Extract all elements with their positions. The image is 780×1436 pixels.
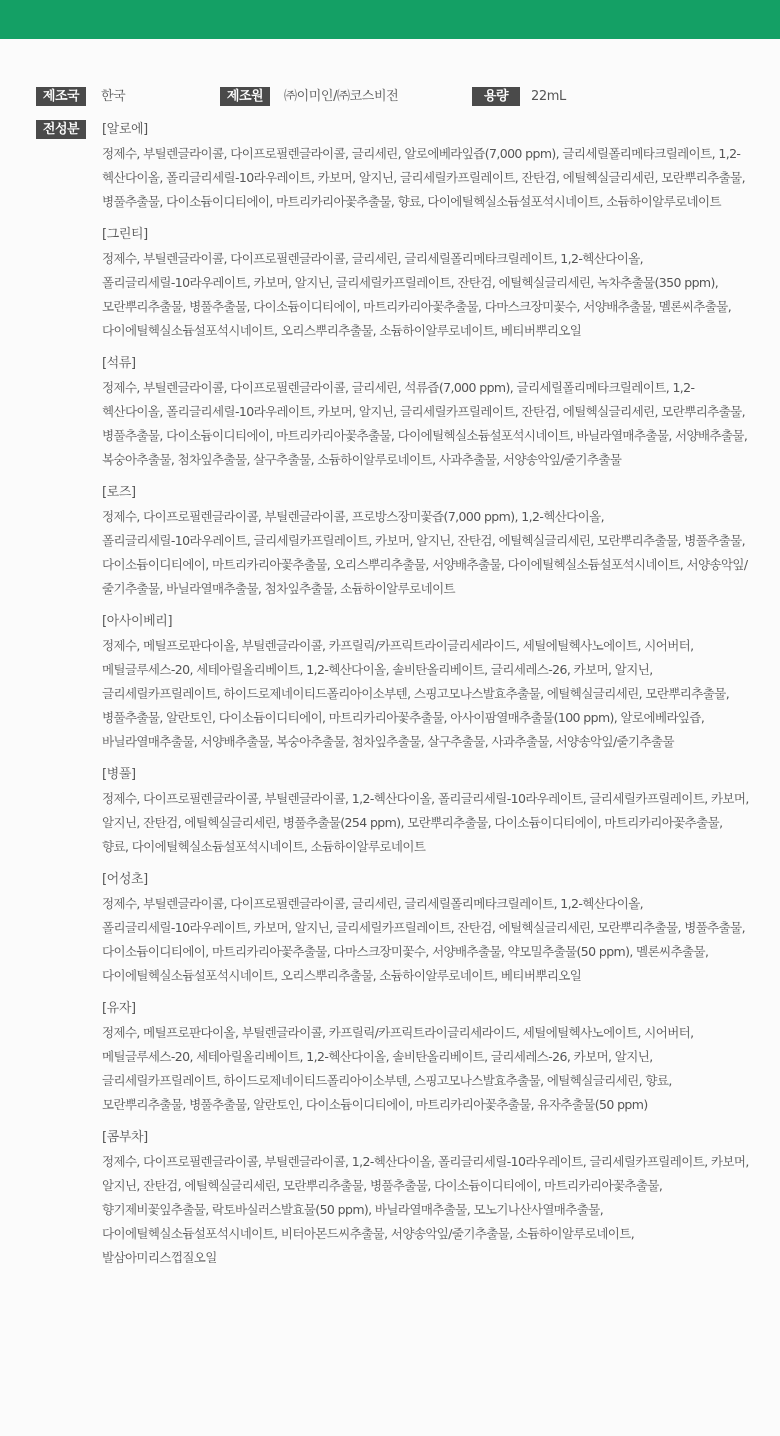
ingredients-label: 전성분 [36,120,86,139]
section-body: 정제수, 부틸렌글라이콜, 다이프로필렌글라이콜, 글리세린, 글리세릴폴리메타크릴레이트, 1,2-헥산다이올, 폴리글리세릴-10라우레이트, 카보머, 알지닌, 글리세릴카프릴레이트, 잔탄검, 에틸헥실글리세린, 모란뿌리추출물, 병풀추출물, 다이소듐이디티에이, 마트리카리아꽃추출물, 다마스크장미꽃수, 서양배추출물, 약모밀추출물(50 ppm), 멜론씨추출물, 다이에틸헥실소듐설포석시네이트, 오리스뿌리추출물, 소듐하이알루로네이트, 베티버뿌리오일 [102,896,745,983]
section-body: 정제수, 다이프로필렌글라이콜, 부틸렌글라이콜, 1,2-헥산다이올, 폴리글리세릴-10라우레이트, 글리세릴카프릴레이트, 카보머, 알지닌, 잔탄검, 에틸헥실글리세린, 모란뿌리추출물, 병풀추출물, 다이소듐이디티에이, 마트리카리아꽃추출물, 향기제비꽃잎추출물, 락토바실러스발효물(50 ppm), 바닐라열매추출물, 모노기나산사열매추출물, 다이에틸헥실소듐설포석시네이트, 비터아몬드씨추출물, 서양송악잎/줄기추출물, 소듐하이알루로네이트, 발삼아미리스껍질오일 [102,1154,749,1265]
section-body: 정제수, 부틸렌글라이콜, 다이프로필렌글라이콜, 글리세린, 알로에베라잎즙(7,000 ppm), 글리세릴폴리메타크릴레이트, 1,2-헥산다이올, 폴리글리세릴-10라우레이트, 카보머, 알지닌, 글리세릴카프릴레이트, 잔탄검, 에틸헥실글리세린, 모란뿌리추출물, 병풀추출물, 다이소듐이디티에이, 마트리카리아꽃추출물, 향료, 다이에틸헥실소듐설포석시네이트, 소듐하이알루로네이트 [102,146,745,209]
section-body: 정제수, 부틸렌글라이콜, 다이프로필렌글라이콜, 글리세린, 글리세릴폴리메타크릴레이트, 1,2-헥산다이올, 폴리글리세릴-10라우레이트, 카보머, 알지닌, 글리세릴카프릴레이트, 잔탄검, 에틸헥실글리세린, 녹차추출물(350 ppm), 모란뿌리추출물, 병풀추출물, 다이소듐이디티에이, 마트리카리아꽃추출물, 다마스크장미꽃수, 서양배추출물, 멜론씨추출물, 다이에틸헥실소듐설포석시네이트, 오리스뿌리추출물, 소듐하이알루로네이트, 베티버뿌리오일 [102,251,732,338]
section-title: [로즈] [102,485,136,500]
product-info-row [0,87,780,107]
section-title: [알로에] [102,122,148,137]
section-body: 정제수, 메틸프로판다이올, 부틸렌글라이콜, 카프릴릭/카프릭트라이글리세라이드, 세틸에틸헥사노에이트, 시어버터, 메틸글루세스-20, 세테아릴올리베이트, 1,2-헥산다이올, 솔비탄올리베이트, 글리세레스-26, 카보머, 알지닌, 글리세릴카프릴레이트, 하이드로제네이티드폴리아이소부텐, 스핑고모나스발효추출물, 에틸헥실글리세린, 모란뿌리추출물, 병풀추출물, 알란토인, 다이소듐이디티에이, 마트리카리아꽃추출물, 아사이팜열매추출물(100 ppm), 알로에베라잎즙, 바닐라열매추출물, 서양배추출물, 복숭아추출물, 첨차잎추출물, 살구추출물, 사과추출물, 서양송악잎/줄기추출물 [102,638,730,749]
country-label: 제조국 [36,87,86,106]
ingredient-section [102,610,752,754]
volume-value: 22mL [531,89,566,104]
section-body: 정제수, 다이프로필렌글라이콜, 부틸렌글라이콜, 프로방스장미꽃즙(7,000 ppm), 1,2-헥산다이올, 폴리글리세릴-10라우레이트, 글리세릴카프릴레이트, 카보머, 알지닌, 잔탄검, 에틸헥실글리세린, 모란뿌리추출물, 병풀추출물, 다이소듐이디티에이, 마트리카리아꽃추출물, 오리스뿌리추출물, 서양배추출물, 다이에틸헥실소듐설포석시네이트, 서양송악잎/줄기추출물, 바닐라열매추출물, 첨차잎추출물, 소듐하이알루로네이트 [102,509,748,596]
ingredient-section [102,481,752,601]
section-title: [어성초] [102,872,148,887]
ingredient-section [102,997,752,1117]
ingredient-section [102,352,752,472]
section-body: 정제수, 메틸프로판다이올, 부틸렌글라이콜, 카프릴릭/카프릭트라이글리세라이드, 세틸에틸헥사노에이트, 시어버터, 메틸글루세스-20, 세테아릴올리베이트, 1,2-헥산다이올, 솔비탄올리베이트, 글리세레스-26, 카보머, 알지닌, 글리세릴카프릴레이트, 하이드로제네이티드폴리아이소부텐, 스핑고모나스발효추출물, 에틸헥실글리세린, 향료, 모란뿌리추출물, 병풀추출물, 알란토인, 다이소듐이디티에이, 마트리카리아꽃추출물, 유자추출물(50 ppm) [102,1025,694,1112]
section-body: 정제수, 다이프로필렌글라이콜, 부틸렌글라이콜, 1,2-헥산다이올, 폴리글리세릴-10라우레이트, 글리세릴카프릴레이트, 카보머, 알지닌, 잔탄검, 에틸헥실글리세린, 병풀추출물(254 ppm), 모란뿌리추출물, 다이소듐이디티에이, 마트리카리아꽃추출물, 향료, 다이에틸헥실소듐설포석시네이트, 소듐하이알루로네이트 [102,791,749,854]
section-body: 정제수, 부틸렌글라이콜, 다이프로필렌글라이콜, 글리세린, 석류즙(7,000 ppm), 글리세릴폴리메타크릴레이트, 1,2-헥산다이올, 폴리글리세릴-10라우레이트, 카보머, 알지닌, 글리세릴카프릴레이트, 잔탄검, 에틸헥실글리세린, 모란뿌리추출물, 병풀추출물, 다이소듐이디티에이, 마트리카리아꽃추출물, 다이에틸헥실소듐설포석시네이트, 바닐라열매추출물, 서양배추출물, 복숭아추출물, 첨차잎추출물, 살구추출물, 소듐하이알루로네이트, 사과추출물, 서양송악잎/줄기추출물 [102,380,748,467]
section-title: [그린티] [102,227,148,242]
ingredients-list [102,118,752,1279]
ingredient-section [102,118,752,214]
top-banner [0,0,780,39]
maker-label: 제조원 [220,87,270,106]
ingredient-section [102,223,752,343]
section-title: [콤부차] [102,1130,148,1145]
ingredient-section [102,1126,752,1270]
country-value: 한국 [101,89,126,104]
ingredient-section [102,868,752,988]
section-title: [유자] [102,1001,136,1016]
section-title: [아사이베리] [102,614,173,629]
volume-label: 용량 [472,87,520,106]
ingredient-section [102,763,752,859]
section-title: [석류] [102,356,136,371]
maker-value: ㈜이미인/㈜코스비전 [284,89,399,104]
section-title: [병풀] [102,767,136,782]
